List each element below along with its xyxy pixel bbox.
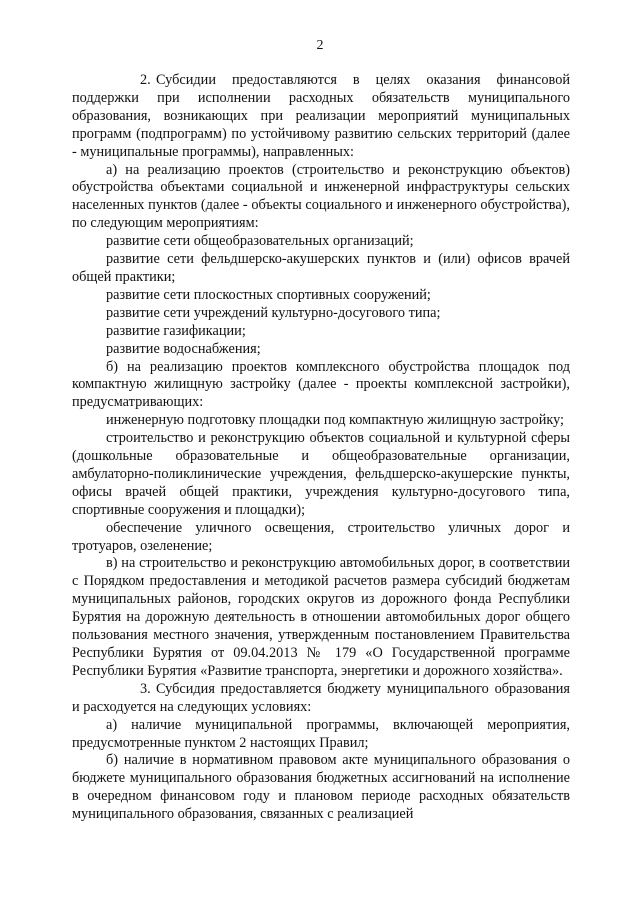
list-item: развитие водоснабжения; (106, 340, 261, 357)
paragraph-number: 3. (140, 680, 151, 697)
paragraph-2 (72, 72, 570, 162)
paragraph-3a: а) наличие муниципальной программы, включающей мероприятия, предусмотренные пунктом 2 настоящих Правил; (72, 716, 570, 751)
document-body (72, 72, 570, 824)
paragraph-text: Субсидии предоставляются в целях оказания финансовой поддержки при исполнении расходных обязательств муниципального образования, возникающих при реализации мероприятий муниципальных программ (подпрограмм) по устойчивому развитию сельских территорий (далее - муниципальные программы), направленных: (72, 72, 570, 160)
list-item: развитие сети общеобразовательных организаций; (106, 233, 414, 250)
paragraph-number: 2. (140, 72, 151, 88)
paragraph-2a: а) на реализацию проектов (строительство и реконструкцию объектов) обустройства объектами социальной и инженерной инфраструктуры сельских населенных пунктов (далее - объекты социального и инженерного обустройства), по следующим мероприятиям: (72, 161, 570, 232)
list-item: развитие сети плоскостных спортивных сооружений; (106, 286, 431, 303)
list-item: развитие сети фельдшерско-акушерских пунктов и (или) офисов врачей общей практики; (72, 251, 570, 285)
list-item: развитие сети учреждений культурно-досугового типа; (106, 304, 441, 321)
paragraph-3b: б) наличие в нормативном правовом акте муниципального образования о бюджете муниципального образования бюджетных ассигнований на исполнение в очередном финансовом году и плановом периоде расходных обязательств муниципального образования, связанных с реализацией (72, 752, 570, 823)
paragraph-3 (72, 681, 570, 717)
list-item: строительство и реконструкцию объектов социальной и культурной сферы (дошкольные образовательные и общеобразовательные организации, амбулаторно-поликлинические учреждения, фельдшерско-акушерские пункты, офисы врачей общей практики, учреждения культурно-досугового типа, спортивные сооружения и площадки); (72, 430, 570, 518)
list-item: обеспечение уличного освещения, строительство уличных дорог и тротуаров, озеленение; (72, 519, 570, 554)
list-item: инженерную подготовку площадки под компактную жилищную застройку; (106, 412, 565, 429)
list-item: развитие газификации; (106, 322, 246, 339)
page-number: 2 (316, 38, 324, 53)
paragraph-2b: б) на реализацию проектов комплексного обустройства площадок под компактную жилищную застройку (далее - проекты комплексной застройки), предусматривающих: (72, 358, 570, 411)
paragraph-2v: в) на строительство и реконструкцию автомобильных дорог, в соответствии с Порядком предоставления и методикой расчетов размера субсидий бюджетам муниципальных районов, городских округов из дорожного фонда Республики Бурятия на дорожную деятельность в отношении автомобильных дорог общего пользования местного значения, утвержденным постановлением Правительства Республики Бурятия от 09.04.2013 № 179 «О Государственной программе Республики Бурятия «Развитие транспорта, энергетики и дорожного хозяйства». (72, 555, 570, 679)
paragraph-text: Субсидия предоставляется бюджету муниципального образования и расходуется на следующих условиях: (72, 680, 570, 715)
